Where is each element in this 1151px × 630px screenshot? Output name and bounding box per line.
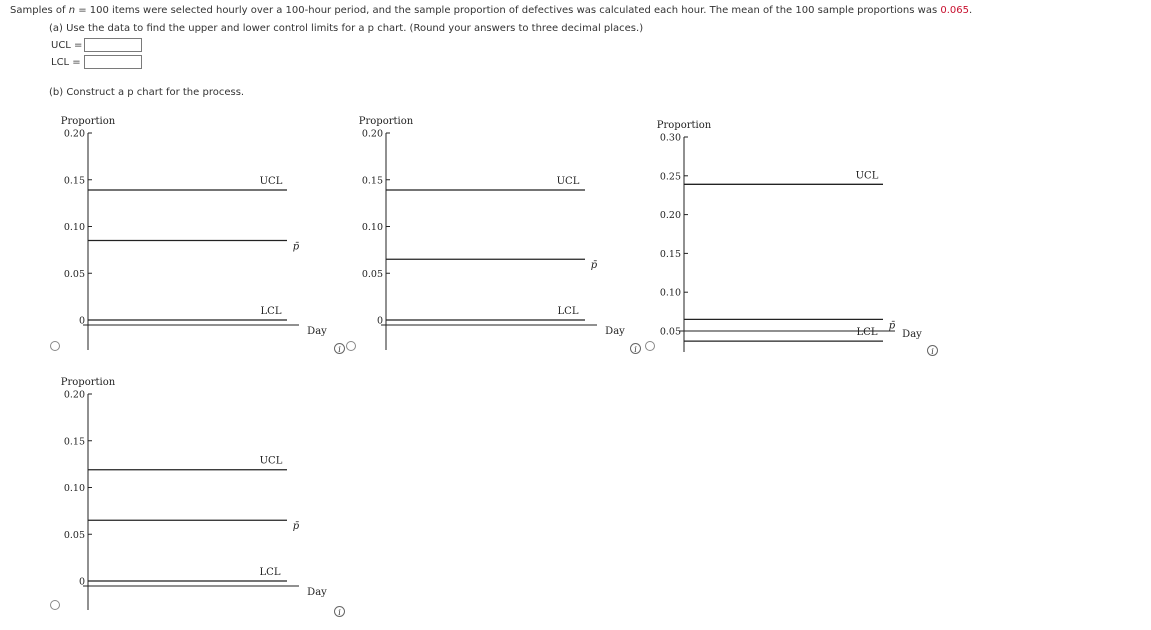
info-icon[interactable]: i	[334, 606, 345, 617]
info-icon[interactable]: i	[630, 343, 641, 354]
n-variable: n	[68, 5, 76, 16]
y-tick-label: 0.25	[659, 171, 681, 183]
y-tick-label: 0	[78, 576, 85, 588]
y-tick-label: 0.10	[63, 222, 85, 233]
y-tick-label: 0.20	[659, 210, 681, 222]
chart-option-2-radio[interactable]	[346, 341, 356, 351]
y-tick-label: 0.20	[361, 128, 383, 140]
y-tick-label: 0	[376, 315, 383, 327]
p-bar-label: p̄	[292, 241, 300, 253]
x-axis-label: Day	[902, 329, 922, 340]
y-tick-label: 0.05	[63, 268, 85, 280]
intro-text-before: Samples of	[10, 5, 69, 16]
y-tick-label: 0.15	[361, 175, 383, 187]
intro-text-middle: = 100 items were selected hourly over a 100-hour period, and the sample proportion of defectives was calculated each hour. The mean of the 100 sample proportions was	[75, 5, 941, 16]
y-axis-label: Proportion	[60, 377, 116, 388]
ucl-label: UCL	[556, 176, 580, 188]
part-b-prompt: (b) Construct a p chart for the process.	[49, 87, 245, 98]
y-tick-label: 0.15	[63, 175, 85, 187]
p-bar-label: p̄	[888, 320, 896, 332]
y-tick-label: 0.10	[659, 287, 681, 299]
y-axis-label: Proportion	[656, 120, 712, 131]
y-axis-label: Proportion	[60, 116, 116, 127]
y-tick-label: 0.05	[361, 268, 383, 280]
lcl-label: LCL	[259, 567, 281, 578]
ucl-label: UCL	[855, 170, 879, 182]
y-tick-label: 0.30	[659, 132, 681, 144]
y-tick-label: 0.20	[63, 389, 85, 401]
part-a-prompt: (a) Use the data to find the upper and lower control limits for a p chart. (Round your answers to three decimal places.)	[49, 23, 644, 34]
y-axis-label: Proportion	[358, 116, 414, 127]
y-tick-label: 0.20	[63, 128, 85, 140]
chart-option-4-radio[interactable]	[50, 600, 60, 610]
info-icon[interactable]: i	[927, 345, 938, 356]
intro-text-end: .	[969, 5, 973, 16]
p-bar-label: p̄	[292, 521, 300, 533]
p-bar-label: p̄	[590, 260, 598, 272]
chart-option-1-radio[interactable]	[50, 341, 60, 351]
ucl-label: UCL	[259, 455, 283, 467]
chart-option-3-radio[interactable]	[645, 341, 655, 351]
lcl-label: LCL	[856, 327, 878, 339]
info-icon[interactable]: i	[334, 343, 345, 354]
y-tick-label: 0.15	[63, 436, 85, 448]
lcl-label: LCL =	[51, 57, 81, 68]
ucl-label: UCL	[259, 176, 283, 188]
ucl-label: UCL =	[51, 40, 83, 51]
y-tick-label: 0.05	[659, 326, 681, 338]
y-tick-label: 0.05	[63, 529, 85, 541]
y-tick-label: 0.15	[659, 248, 681, 260]
x-axis-label: Day	[307, 587, 327, 598]
x-axis-label: Day	[605, 326, 625, 337]
lcl-label: LCL	[260, 306, 282, 317]
y-tick-label: 0	[78, 315, 85, 327]
y-tick-label: 0.10	[361, 222, 383, 233]
lcl-label: LCL	[557, 306, 579, 317]
x-axis-label: Day	[307, 326, 327, 337]
y-tick-label: 0.10	[63, 483, 85, 494]
mean-value-highlight: 0.065	[940, 5, 969, 16]
